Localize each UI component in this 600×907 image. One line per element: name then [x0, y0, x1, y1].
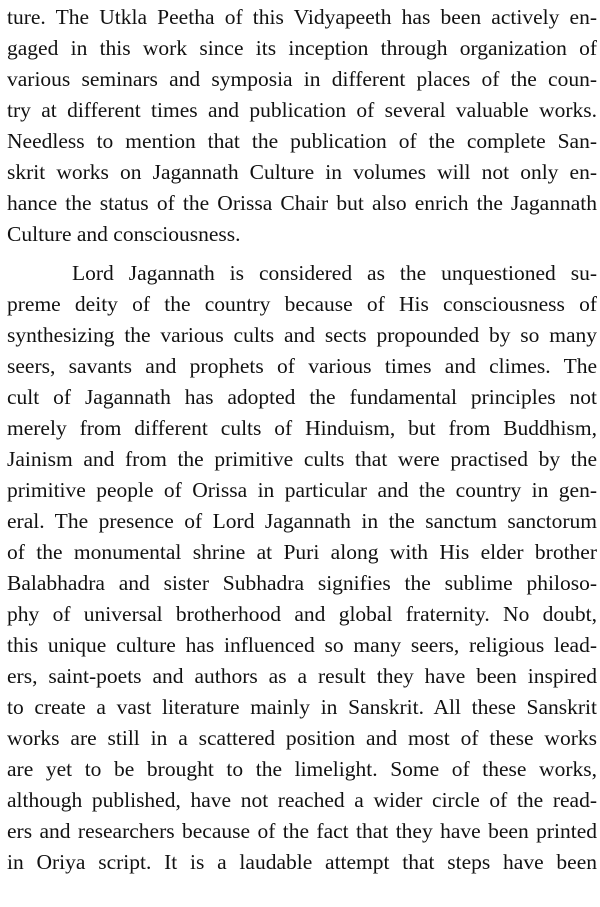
- text-line: gaged in this work since its inception through organization of: [7, 36, 597, 60]
- text-line: phy of universal brotherhood and global fraternity. No doubt,: [7, 602, 597, 626]
- text-line: cult of Jagannath has adopted the fundamental principles not: [7, 385, 597, 409]
- text-line: works are still in a scattered position and most of these works: [7, 726, 597, 750]
- text-line: try at different times and publication of several valuable works.: [7, 98, 597, 122]
- text-line: Jainism and from the primitive cults that were practised by the: [7, 447, 597, 471]
- text-line: Culture and consciousness.: [7, 222, 241, 246]
- text-line: seers, savants and prophets of various times and climes. The: [7, 354, 597, 378]
- text-line: to create a vast literature mainly in Sanskrit. All these Sanskrit: [7, 695, 597, 719]
- text-line: preme deity of the country because of His consciousness of: [7, 292, 597, 316]
- text-line: eral. The presence of Lord Jagannath in the sanctum sanctorum: [7, 509, 597, 533]
- text-line: hance the status of the Orissa Chair but also enrich the Jagannath: [7, 191, 597, 215]
- text-line: primitive people of Orissa in particular and the country in gen-: [7, 478, 597, 502]
- text-line: of the monumental shrine at Puri along with His elder brother: [7, 540, 597, 564]
- text-line: in Oriya script. It is a laudable attempt that steps have been: [7, 850, 597, 874]
- document-page: [7, 0, 597, 907]
- text-line: ers, saint-poets and authors as a result they have been inspired: [7, 664, 597, 688]
- text-line: are yet to be brought to the limelight. Some of these works,: [7, 757, 597, 781]
- text-line: this unique culture has influenced so many seers, religious lead-: [7, 633, 597, 657]
- text-line: Balabhadra and sister Subhadra signifies the sublime philoso-: [7, 571, 597, 595]
- text-line: ture. The Utkla Peetha of this Vidyapeeth has been actively en-: [7, 5, 597, 29]
- paragraph-first-line: Lord Jagannath is considered as the unquestioned su-: [72, 261, 597, 285]
- text-line: although published, have not reached a wider circle of the read-: [7, 788, 597, 812]
- text-line: synthesizing the various cults and sects propounded by so many: [7, 323, 597, 347]
- text-line: ers and researchers because of the fact that they have been printed: [7, 819, 597, 843]
- text-line: various seminars and symposia in different places of the coun-: [7, 67, 597, 91]
- text-line: Needless to mention that the publication of the complete San-: [7, 129, 597, 153]
- text-line: merely from different cults of Hinduism, but from Buddhism,: [7, 416, 597, 440]
- text-line: skrit works on Jagannath Culture in volumes will not only en-: [7, 160, 597, 184]
